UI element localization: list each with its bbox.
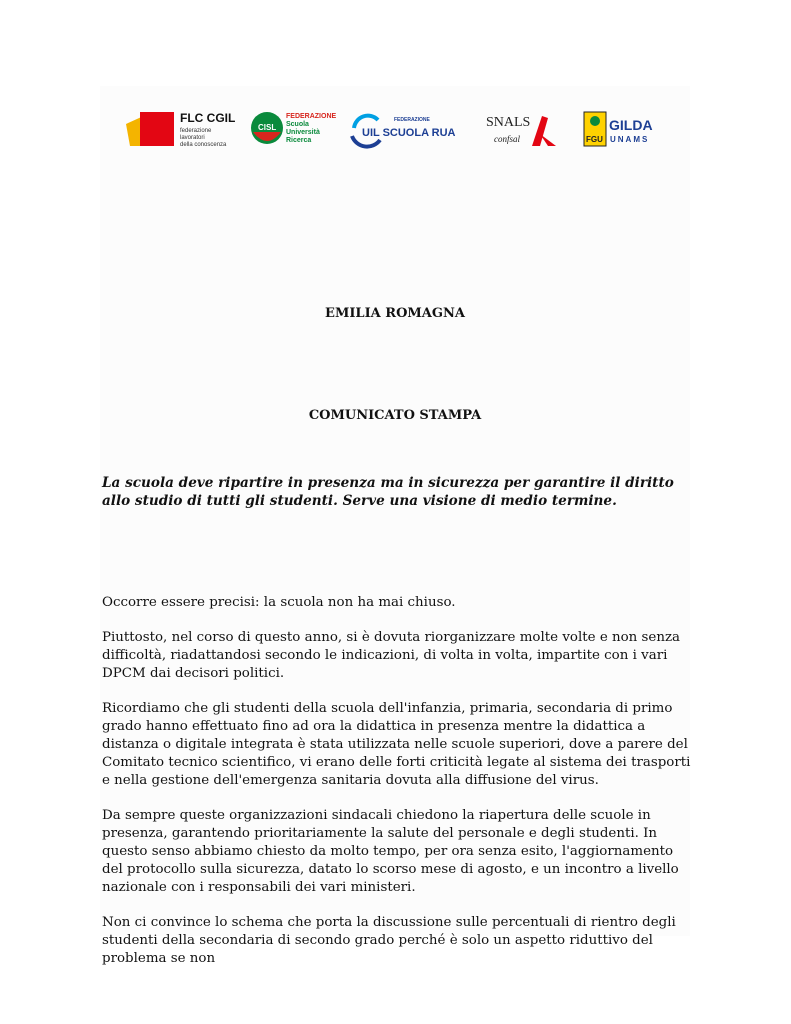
gilda-sub: UNAMS <box>610 135 650 144</box>
flc-line-2: lavoratori <box>180 135 205 141</box>
cisl-line-3: Università <box>286 129 320 136</box>
snals-confsal-logo <box>484 106 564 152</box>
flc-title: FLC CGIL <box>180 111 236 125</box>
cisl-logo <box>250 106 338 152</box>
document-body <box>102 594 692 985</box>
paragraph-5: Non ci convince lo schema che porta la discussione sulle percentuali di rientro degli studenti della secondaria di secondo grado perché è solo un aspetto riduttivo del problema se non <box>102 915 676 966</box>
flc-line-1: federazione <box>180 128 212 134</box>
uil-top: FEDERAZIONE <box>394 117 430 123</box>
document-subtitle: La scuola deve ripartire in presenza ma in sicurezza per garantire il diritto allo studio di tutti gli studenti. Serve una visione di medio termine. <box>102 475 674 509</box>
paragraph-1: Occorre essere precisi: la scuola non ha mai chiuso. <box>102 595 456 610</box>
cisl-mark: CISL <box>258 123 277 132</box>
cisl-line-4: Ricerca <box>286 137 312 144</box>
gilda-main: GILDA <box>609 117 653 133</box>
document-heading: COMUNICATO STAMPA <box>308 408 482 423</box>
cisl-line-2: Scuola <box>286 121 309 128</box>
uil-main: UIL SCUOLA RUA <box>362 127 456 139</box>
gilda-unams-logo <box>582 106 664 152</box>
uil-scuola-rua-logo <box>350 106 456 152</box>
gilda-fgu: FGU <box>586 135 603 144</box>
paragraph-2: Piuttosto, nel corso di questo anno, si è dovuta riorganizzare molte volte e non senza difficoltà, riadattandosi secondo le indicazioni, di volta in volta, impartite con i vari DPCM dai decisori politici. <box>102 630 681 681</box>
flc-line-3: della conoscenza <box>180 142 227 148</box>
snals-main: SNALS <box>486 115 531 130</box>
paragraph-3: Ricordiamo che gli studenti della scuola dell'infanzia, primaria, secondaria di primo grado hanno effettuato fino ad ora la didattica in presenza mentre la didattica a distanza o digitale integrata è stata utilizzata nelle scuole superiori, dove a parere del Comitato tecnico scientifico, vi erano delle forti criticità legate al sistema dei trasporti e nella gestione dell'emergenza sanitaria dovuta alla diffusione del virus. <box>102 701 691 788</box>
snals-sub: confsal <box>494 134 520 144</box>
flc-cgil-logo <box>124 106 236 152</box>
region-title: EMILIA ROMAGNA <box>325 306 465 321</box>
paragraph-4: Da sempre queste organizzazioni sindacali chiedono la riapertura delle scuole in presenza, garantendo prioritariamente la salute del personale e degli studenti. In questo senso abbiamo chiesto da molto tempo, per ora senza esito, l'aggiornamento del protocollo sulla sicurezza, datato lo scorso mese di agosto, e un incontro a livello nazionale con i responsabili dei vari ministeri. <box>102 808 679 895</box>
union-logos-header <box>100 86 690 170</box>
cisl-line-1: FEDERAZIONE <box>286 113 337 120</box>
